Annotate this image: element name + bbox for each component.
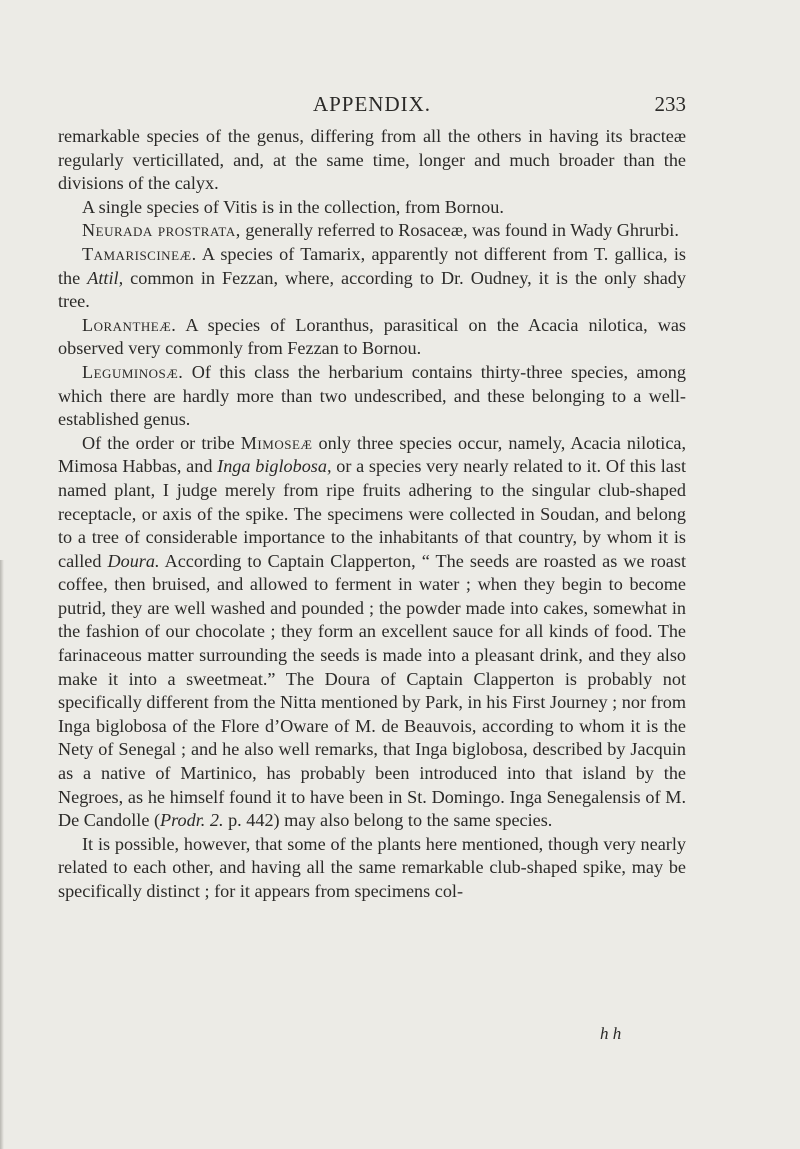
italic-term: Inga biglobosa, bbox=[217, 456, 332, 477]
paragraph-text: p. 442) may also belong to the same species. bbox=[223, 810, 553, 831]
paragraph-loranthеae bbox=[58, 314, 686, 361]
taxon-heading: Leguminosæ. bbox=[82, 361, 184, 382]
page-number: 233 bbox=[654, 92, 686, 116]
paragraph-neurada bbox=[58, 219, 686, 243]
paragraph-mimoseae bbox=[58, 432, 686, 833]
paragraph-vitis bbox=[58, 196, 686, 220]
paragraph-text: common in Fezzan, where, according to Dr. Oudney, it is the only shady tree. bbox=[58, 267, 686, 312]
taxon-heading: Neurada prostrata, bbox=[82, 220, 241, 241]
taxon-heading: Mimoseæ bbox=[240, 432, 313, 453]
paragraph-last bbox=[58, 833, 686, 904]
binding-shadow bbox=[0, 560, 4, 1149]
running-head: APPENDIX. bbox=[312, 92, 432, 116]
paragraph-text: or a species very nearly related to it. Of this last named plant, I judge merely from ripe fruits adhering to the singular club-shaped receptacle, or axis of the spike. The specimens were collected in Soudan, and belong to a tree of considerable importance to the inhabitants of that country, by whom it is called bbox=[58, 456, 686, 571]
paragraph-text: According to Captain Clapperton, “ The seeds are roasted as we roast coffee, then bruised, and allowed to ferment in water ; when they begin to become putrid, they are well washed and pounded ; the powder made into cakes, somewhat in the fashion of our chocolate ; they form an excellent sauce for all kinds of food. The farinaceous matter surrounding the seeds is made into a pleasant drink, and they also make it into a sweetmeat.” The Doura of Captain Clapperton is probably not specifically different from the Nitta mentioned by Park, in his First Journey ; nor from Inga biglobosa of the Flore d’Oware of M. de Beauvois, according to whom it is the Nety of Senegal ; and he also well remarks, that Inga biglobosa, described by Jacquin as a native of Martinico, has probably been introduced into that island by the Negroes, as he himself found it to have been in St. Domingo. Inga Senegalensis of M. De Candolle ( bbox=[58, 550, 686, 831]
italic-term: Prodr. 2. bbox=[160, 810, 224, 831]
paragraph-text: It is possible, however, that some of the plants here mentioned, though very nearly related to each other, and having all the same remarkable club-shaped spike, may be specifically distinct ; for it appears from specimens col- bbox=[58, 833, 686, 901]
paragraph-text: Of this class the herbarium contains thirty-three species, among which there are hardly more than two undescribed, and these belonging to a well-established genus. bbox=[58, 361, 686, 430]
taxon-heading: Tamariscineæ. bbox=[82, 243, 197, 264]
paragraph-text: remarkable species of the genus, differing from all the others in having its bracteæ regularly verticillated, and, at the same time, longer and much broader than the divisions of the calyx. bbox=[58, 126, 686, 194]
paragraph-text: only three species occur, namely, Acacia nilotica, Mimosa Habbas, and bbox=[58, 432, 687, 477]
taxon-heading: Loranthеæ. bbox=[82, 314, 177, 335]
paragraph-tamariscineae bbox=[58, 243, 686, 314]
paragraph-1 bbox=[58, 125, 686, 196]
paragraph-text: A species of Loranthus, parasitical on the Acacia nilotica, was observed very commonly from Fezzan to Bornou. bbox=[58, 314, 686, 359]
catchword: h h bbox=[600, 1024, 622, 1043]
page-body bbox=[58, 125, 686, 904]
page-header bbox=[58, 92, 686, 122]
italic-term: Doura. bbox=[107, 550, 160, 571]
paragraph-text: A species of Tamarix, apparently not different from T. gallica, is the bbox=[58, 243, 686, 288]
paragraph-leguminosae bbox=[58, 361, 686, 432]
italic-term: Attil, bbox=[87, 267, 124, 288]
paragraph-text: Of the order or tribe bbox=[82, 432, 241, 453]
paragraph-text: generally referred to Rosaceæ, was found in Wady Ghrurbi. bbox=[240, 220, 679, 241]
paragraph-text: A single species of Vitis is in the collection, from Bornou. bbox=[82, 196, 504, 217]
